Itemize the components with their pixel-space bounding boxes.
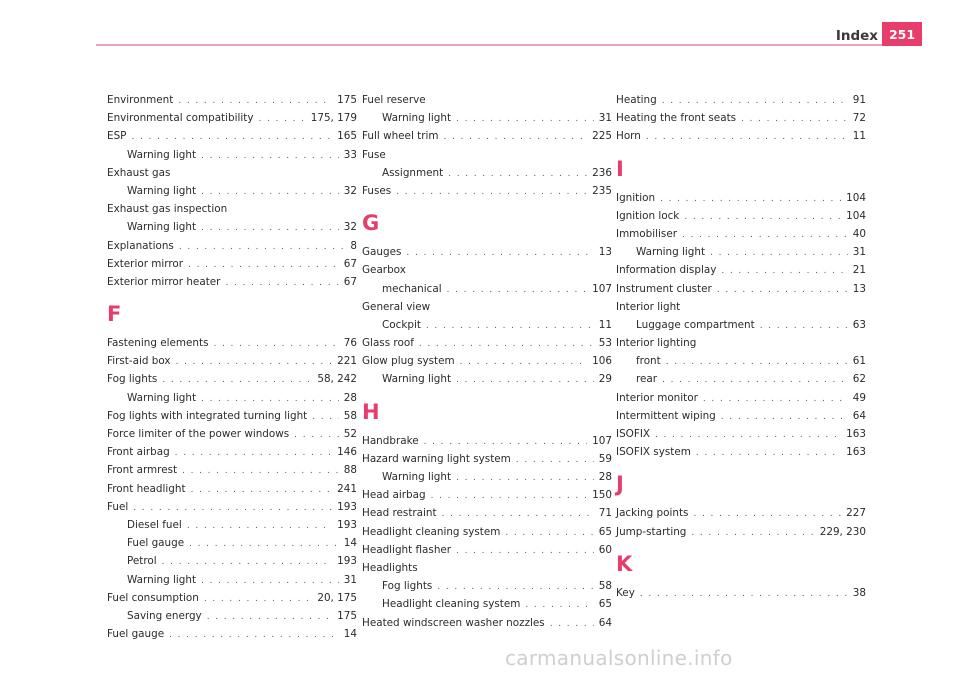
page-reference: 64	[852, 409, 866, 422]
index-subentry	[362, 471, 612, 489]
index-term: Glass roof	[362, 337, 414, 350]
index-subentry	[616, 355, 866, 373]
dot-leader	[204, 594, 312, 604]
index-entry	[362, 149, 612, 167]
index-entry	[616, 210, 866, 228]
index-term: Key	[616, 586, 635, 599]
page-reference: 59	[598, 452, 612, 465]
page-reference: 58	[598, 580, 612, 593]
dot-leader	[191, 485, 333, 495]
index-entry	[616, 112, 866, 130]
dot-leader	[666, 357, 848, 367]
index-entry	[107, 337, 357, 355]
page-reference: 65	[598, 598, 612, 611]
index-entry	[107, 464, 357, 482]
index-term: Full wheel trim	[362, 130, 439, 143]
index-entry	[107, 428, 357, 446]
index-term: Ignition lock	[616, 209, 680, 222]
index-entry	[362, 489, 612, 507]
index-term: Fuel reserve	[362, 94, 426, 106]
index-entry	[362, 246, 612, 264]
dot-leader	[696, 448, 841, 458]
index-term: Warning light	[382, 112, 452, 125]
page-reference: 150	[592, 489, 612, 502]
page-reference: 21	[852, 264, 866, 277]
index-entry	[616, 428, 866, 446]
index-entry	[362, 337, 612, 355]
dot-leader	[406, 248, 593, 258]
index-column-1	[107, 94, 357, 646]
page-reference: 193	[337, 555, 357, 568]
index-term: Immobiliser	[616, 227, 677, 240]
dot-leader	[640, 589, 848, 599]
index-term: Fog lights	[382, 580, 433, 593]
index-term: Headlight cleaning system	[362, 525, 501, 538]
page-reference: 53	[598, 337, 612, 350]
index-term: Head restraint	[362, 507, 437, 520]
index-term: Ignition	[616, 191, 656, 204]
section-letter: G	[362, 211, 380, 236]
index-subentry	[362, 373, 612, 391]
dot-leader	[201, 576, 339, 586]
dot-leader	[721, 266, 847, 276]
index-entry	[362, 130, 612, 148]
dot-leader	[201, 187, 339, 197]
dot-leader	[201, 151, 339, 161]
index-term: Warning light	[382, 471, 452, 483]
page-reference: 175, 179	[310, 112, 357, 125]
index-entry	[362, 453, 612, 471]
index-term: Warning light	[127, 573, 197, 586]
page-reference: 229, 230	[819, 525, 866, 538]
dot-leader	[456, 473, 594, 483]
dot-leader	[660, 194, 841, 204]
page-reference: 235	[592, 184, 612, 197]
page-reference: 88	[343, 464, 357, 477]
index-term: Heating	[616, 94, 657, 106]
index-entry	[107, 167, 357, 185]
dot-leader	[424, 437, 588, 447]
dot-leader	[179, 242, 346, 252]
page-reference: 163	[846, 446, 866, 459]
dot-leader	[426, 321, 594, 331]
dot-leader	[703, 394, 848, 404]
index-term: ISOFIX	[616, 428, 650, 440]
page-reference: 175	[337, 94, 357, 106]
page-reference: 227	[846, 507, 866, 520]
page-reference: 236	[592, 166, 612, 179]
page-reference: 72	[852, 112, 866, 125]
index-term: Instrument cluster	[616, 282, 712, 295]
index-term: Headlight cleaning system	[382, 598, 521, 611]
page-reference: 14	[343, 628, 357, 641]
index-term: Fog lights with integrated turning light	[107, 409, 308, 422]
page-reference: 38	[852, 586, 866, 599]
index-subentry	[107, 519, 357, 537]
page-reference: 31	[852, 246, 866, 259]
index-term: Heated windscreen washer nozzles	[362, 616, 545, 629]
dot-leader	[259, 114, 306, 124]
index-term: Gearbox	[362, 264, 406, 277]
index-term: Environmental compatibility	[107, 112, 254, 125]
index-entry	[362, 526, 612, 544]
index-term: Gauges	[362, 246, 402, 259]
index-entry	[616, 526, 866, 544]
index-subentry	[107, 221, 357, 239]
page-reference: 29	[598, 373, 612, 386]
dot-leader	[691, 528, 814, 538]
index-term: Fastening elements	[107, 337, 209, 350]
dot-leader	[162, 557, 333, 567]
index-entry	[107, 446, 357, 464]
index-subentry	[107, 149, 357, 167]
dot-leader	[312, 412, 339, 422]
index-term: Fuel	[107, 500, 129, 513]
page-reference: 67	[343, 275, 357, 288]
index-term: Warning light	[127, 184, 197, 197]
index-entry	[107, 240, 357, 258]
dot-leader	[550, 619, 594, 629]
index-term: Warning light	[127, 391, 197, 404]
page-reference: 104	[846, 209, 866, 222]
index-term: Front headlight	[107, 482, 186, 495]
index-entry	[616, 94, 866, 112]
index-term: Warning light	[382, 373, 452, 386]
dot-leader	[176, 357, 333, 367]
dot-leader	[710, 248, 848, 258]
index-entry	[362, 617, 612, 635]
index-term: Warning light	[636, 246, 706, 259]
page-reference: 64	[598, 616, 612, 629]
index-term: Front armrest	[107, 464, 178, 477]
page-reference: 107	[592, 282, 612, 295]
page-reference: 31	[598, 112, 612, 125]
page-reference: 13	[852, 282, 866, 295]
page-reference: 58, 242	[317, 373, 357, 386]
dot-leader	[169, 630, 339, 640]
page-title: Index	[835, 28, 878, 44]
page-reference: 31	[343, 573, 357, 586]
page-reference: 13	[598, 246, 612, 259]
index-term: Diesel fuel	[127, 518, 182, 531]
dot-leader	[448, 169, 587, 179]
dot-leader	[178, 96, 332, 106]
index-entry	[616, 130, 866, 148]
page-reference: 163	[846, 428, 866, 440]
index-term: Exterior mirror	[107, 257, 184, 270]
page-reference: 71	[598, 507, 612, 520]
dot-leader	[741, 114, 848, 124]
section-letter: F	[107, 302, 122, 327]
dot-leader	[456, 114, 594, 124]
index-subentry	[616, 373, 866, 391]
section-letter: K	[616, 551, 633, 576]
page-reference: 67	[343, 257, 357, 270]
dot-leader	[294, 430, 339, 440]
dot-leader	[437, 582, 593, 592]
dot-leader	[175, 448, 332, 458]
page-reference: 146	[337, 446, 357, 459]
index-term: Fuel gauge	[127, 537, 185, 550]
index-entry	[107, 592, 357, 610]
dot-leader	[447, 285, 588, 295]
dot-leader	[684, 212, 841, 222]
index-term: ISOFIX system	[616, 446, 691, 459]
index-term: Information display	[616, 264, 717, 277]
page-reference: 20, 175	[317, 591, 357, 604]
page-reference: 107	[592, 434, 612, 447]
dot-leader	[201, 394, 339, 404]
index-entry	[107, 112, 357, 130]
page-reference: 65	[598, 525, 612, 538]
index-entry	[107, 94, 357, 112]
index-term: Exhaust gas	[107, 166, 171, 179]
index-term: Warning light	[127, 148, 197, 161]
dot-leader	[187, 521, 332, 531]
index-term: Fuel consumption	[107, 591, 199, 604]
index-entry	[362, 185, 612, 203]
page-reference: 58	[343, 409, 357, 422]
dot-leader	[419, 339, 594, 349]
page-reference: 8	[350, 239, 357, 252]
page-reference: 32	[343, 221, 357, 234]
dot-leader	[662, 96, 848, 106]
index-subentry	[107, 185, 357, 203]
index-entry	[107, 410, 357, 428]
header-rule	[96, 44, 922, 46]
index-term: Jump-starting	[616, 525, 687, 538]
index-entry	[616, 587, 866, 605]
index-entry	[362, 264, 612, 282]
dot-leader	[721, 412, 848, 422]
index-term: Heating the front seats	[616, 112, 737, 125]
page-reference: 11	[598, 318, 612, 331]
index-term: Luggage compartment	[636, 318, 755, 331]
page-reference: 62	[852, 373, 866, 386]
index-term: General view	[362, 300, 431, 313]
page-reference: 61	[852, 355, 866, 368]
index-entry	[107, 203, 357, 221]
index-subentry	[362, 283, 612, 301]
index-entry	[362, 355, 612, 373]
index-entry	[107, 258, 357, 276]
index-entry	[616, 228, 866, 246]
index-entry	[616, 392, 866, 410]
index-entry	[616, 410, 866, 428]
dot-leader	[431, 491, 588, 501]
dot-leader	[225, 278, 338, 288]
index-entry	[362, 94, 612, 112]
page-reference: 49	[852, 391, 866, 404]
index-entry	[362, 507, 612, 525]
index-term: Interior lighting	[616, 337, 697, 350]
index-subentry	[107, 392, 357, 410]
index-entry	[107, 483, 357, 501]
index-term: Glow plug system	[362, 355, 455, 368]
page-reference: 91	[852, 94, 866, 106]
index-subentry	[362, 167, 612, 185]
index-entry	[616, 337, 866, 355]
index-entry	[107, 130, 357, 148]
index-term: Fuse	[362, 148, 386, 161]
page-reference: 52	[343, 428, 357, 440]
page-reference: 165	[337, 130, 357, 143]
page-reference: 221	[337, 355, 357, 368]
index-term: Head airbag	[362, 489, 426, 502]
dot-leader	[214, 339, 339, 349]
watermark: carmanualsonline.info	[505, 646, 733, 670]
index-term: Jacking points	[616, 507, 689, 520]
index-term: Fog lights	[107, 373, 158, 386]
index-term: Petrol	[127, 555, 157, 568]
page-reference: 32	[343, 184, 357, 197]
index-subentry	[616, 246, 866, 264]
page-reference: 106	[592, 355, 612, 368]
index-term: Hazard warning light system	[362, 452, 511, 465]
page-reference: 76	[343, 337, 357, 350]
dot-leader	[182, 466, 339, 476]
index-entry	[107, 355, 357, 373]
index-term: Exterior mirror heater	[107, 275, 221, 288]
dot-leader	[456, 375, 594, 385]
page-number-badge: 251	[882, 22, 922, 46]
index-term: Warning light	[127, 221, 197, 234]
page-reference: 40	[852, 227, 866, 240]
index-subentry	[362, 319, 612, 337]
index-term: Assignment	[382, 166, 444, 179]
index-entry	[616, 446, 866, 464]
dot-leader	[456, 546, 594, 556]
dot-leader	[682, 230, 848, 240]
index-term: First-aid box	[107, 355, 171, 368]
index-entry	[362, 544, 612, 562]
dot-leader	[760, 321, 848, 331]
index-column-3	[616, 94, 866, 605]
dot-leader	[442, 509, 594, 519]
dot-leader	[662, 375, 848, 385]
page-reference: 28	[598, 471, 612, 483]
index-term: Saving energy	[127, 609, 202, 622]
index-entry	[616, 264, 866, 282]
page-reference: 104	[846, 191, 866, 204]
page-reference: 28	[343, 391, 357, 404]
index-subentry	[616, 319, 866, 337]
index-term: Cockpit	[382, 318, 421, 331]
index-term: Force limiter of the power windows	[107, 428, 290, 440]
dot-leader	[207, 612, 332, 622]
index-term: Fuel gauge	[107, 628, 165, 641]
index-entry	[362, 435, 612, 453]
section-letter: J	[616, 472, 624, 497]
dot-leader	[133, 503, 332, 513]
index-term: Intermittent wiping	[616, 409, 716, 422]
dot-leader	[693, 509, 841, 519]
index-entry	[362, 301, 612, 319]
section-letter: I	[616, 156, 624, 181]
page-reference: 14	[343, 537, 357, 550]
index-term: Headlight flasher	[362, 543, 452, 556]
dot-leader	[460, 357, 588, 367]
dot-leader	[516, 455, 594, 465]
index-term: Fuses	[362, 184, 392, 197]
index-subentry	[107, 537, 357, 555]
page-reference: 193	[337, 518, 357, 531]
dot-leader	[655, 430, 841, 440]
index-term: Interior light	[616, 300, 681, 313]
index-entry	[616, 192, 866, 210]
index-entry	[616, 507, 866, 525]
index-entry	[107, 276, 357, 294]
index-term: Headlights	[362, 561, 418, 574]
index-term: front	[636, 355, 661, 368]
index-term: Front airbag	[107, 446, 170, 459]
index-term: Explanations	[107, 239, 174, 252]
dot-leader	[646, 132, 848, 142]
index-term: Environment	[107, 94, 174, 106]
index-subentry	[362, 580, 612, 598]
index-term: Interior monitor	[616, 391, 698, 404]
dot-leader	[189, 539, 339, 549]
index-subentry	[362, 112, 612, 130]
dot-leader	[396, 187, 587, 197]
dot-leader	[717, 285, 848, 295]
page-reference: 63	[852, 318, 866, 331]
page-reference: 33	[343, 148, 357, 161]
index-entry	[107, 628, 357, 646]
page-reference: 193	[337, 500, 357, 513]
index-entry	[107, 373, 357, 391]
index-term: rear	[636, 373, 658, 386]
index-entry	[616, 301, 866, 319]
dot-leader	[131, 132, 332, 142]
dot-leader	[443, 132, 587, 142]
dot-leader	[188, 260, 339, 270]
section-letter: H	[362, 399, 380, 424]
dot-leader	[505, 528, 593, 538]
index-subentry	[107, 610, 357, 628]
dot-leader	[201, 223, 339, 233]
page-reference: 241	[337, 482, 357, 495]
page-reference: 225	[592, 130, 612, 143]
index-term: Exhaust gas inspection	[107, 203, 228, 216]
page-reference: 60	[598, 543, 612, 556]
index-subentry	[362, 598, 612, 616]
page-reference: 175	[337, 609, 357, 622]
index-column-2	[362, 94, 612, 635]
index-entry	[362, 562, 612, 580]
page-reference: 11	[852, 130, 866, 143]
dot-leader	[525, 600, 593, 610]
index-term: ESP	[107, 130, 127, 143]
dot-leader	[162, 375, 312, 385]
index-entry	[107, 501, 357, 519]
index-subentry	[107, 555, 357, 573]
index-subentry	[107, 574, 357, 592]
index-term: Horn	[616, 130, 641, 143]
index-term: mechanical	[382, 282, 442, 295]
index-entry	[616, 283, 866, 301]
index-term: Handbrake	[362, 434, 419, 447]
